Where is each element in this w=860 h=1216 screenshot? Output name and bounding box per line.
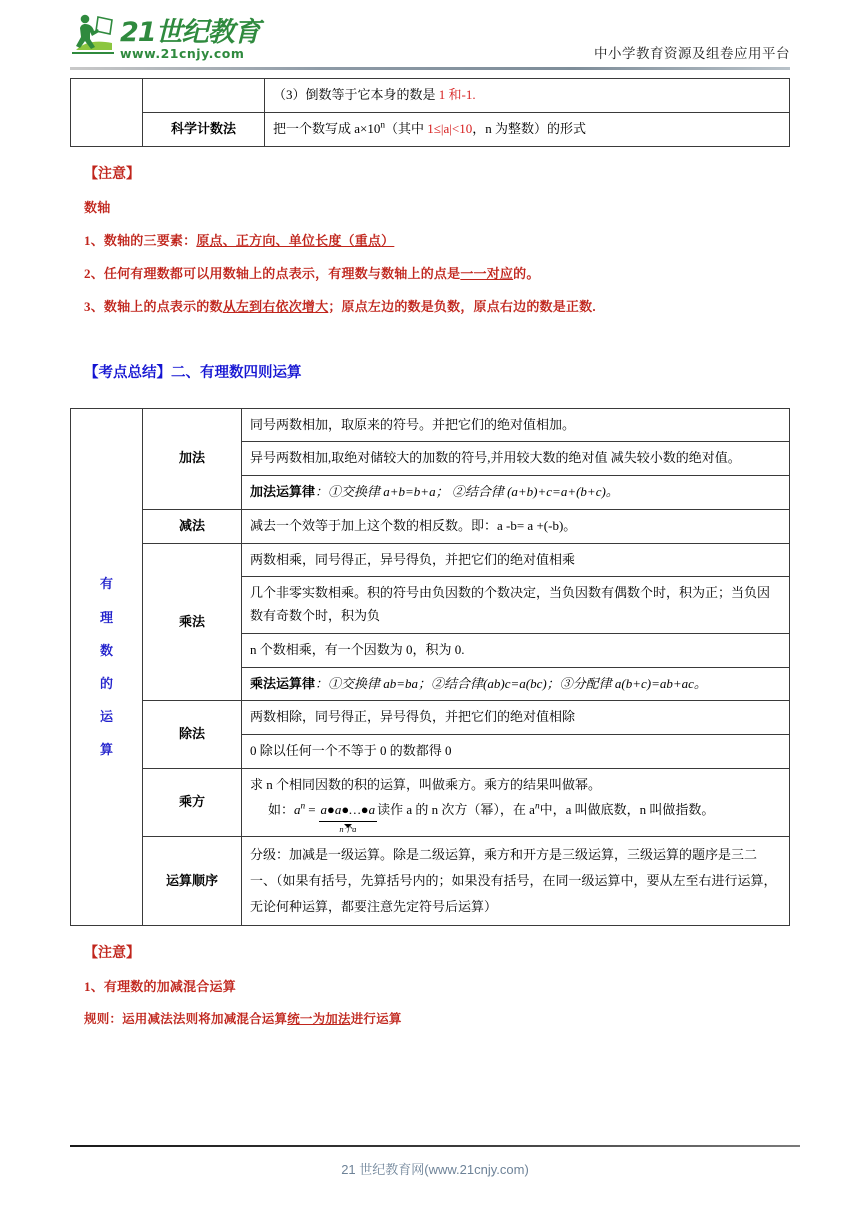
reciprocal-text: （3）倒数等于它本身的数是	[273, 87, 439, 102]
note2-line-2	[84, 1009, 790, 1027]
note1-line-0	[84, 197, 790, 216]
page-footer	[70, 1145, 800, 1178]
reciprocal-values: 1 和-1.	[438, 87, 476, 102]
table-row	[71, 701, 790, 735]
row-label-subtraction: 减法	[143, 509, 242, 543]
note2-line-2-prefix: 规则：运用减法法则将加减混合运算	[84, 1012, 288, 1027]
cell-division-rule-1: 两数相除，同号得正，异号得负，并把它们的绝对值相除	[242, 701, 790, 735]
top-table-label-scientific: 科学计数法	[143, 112, 265, 146]
top-table-vertical-cell	[71, 79, 143, 147]
cell-power-formula	[242, 797, 790, 837]
power-formula-underbrace	[319, 799, 378, 835]
header-tagline: 中小学教育资源及组卷应用平台	[594, 46, 790, 62]
cell-multiplication-laws	[242, 667, 790, 701]
vlabel-char-2: 数	[99, 642, 113, 658]
multiplication-laws-title: 乘法运算律	[250, 675, 316, 691]
logo-text	[120, 19, 260, 61]
note-heading-1: 【注意】	[84, 165, 140, 182]
cell-multiplication-rule-2: 几个非零实数相乘。积的符号由负因数的个数决定，当负因数有偶数个时，积为正；当负因数有奇数个时，积为负	[242, 577, 790, 634]
multiplication-laws-body: ：①交换律 ab=ba；②结合律(ab)c=a(bc)；③分配律 a(b+c)=ab+ac。	[315, 675, 707, 691]
table-row	[71, 509, 790, 543]
cell-subtraction-rule: 减去一个效等于加上这个数的相反数。即：a -b= a +(-b)。	[242, 509, 790, 543]
power-formula-brace-label: n个a	[339, 824, 357, 835]
note1-line-1-underline: 原点、正方向、单位长度（重点）	[196, 232, 395, 248]
table-row	[71, 837, 790, 926]
note1-line-3-suffix: ；原点左边的数是负数，原点右边的数是正数.	[328, 298, 596, 314]
power-formula-tail-exponent: n	[534, 801, 540, 812]
addition-laws-title: 加法运算律	[250, 484, 316, 499]
power-formula-expansion: a●a●…●a	[319, 799, 378, 823]
note1-line-1-prefix: 1、数轴的三要素：	[84, 232, 197, 248]
row-label-multiplication: 乘法	[143, 543, 242, 701]
power-formula-exponent: n	[300, 801, 306, 812]
logo-main-text: 21世纪教育	[120, 17, 260, 48]
note1-line-3-underline: 从左到右依次增大	[222, 298, 329, 314]
cell-addition-laws	[242, 476, 790, 510]
note2-line-2-suffix: 进行运算	[350, 1012, 402, 1027]
note1-line-2-suffix: 的。	[513, 265, 540, 281]
top-table-content-scientific	[265, 112, 790, 146]
table-row	[71, 408, 790, 442]
top-table	[70, 78, 790, 147]
cell-order-of-operations: 分级：加减是一级运算。除是二级运算，乘方和开方是三级运算，三级运算的题序是三二一、（如果有括号，先算括号内的；如果没有括号，在同一级运算中，要从左至右进行运算，无论何种运算，都要注意先定符号后运算）	[242, 837, 790, 926]
note1-line-2-prefix: 2、任何有理数都可以用数轴上的点表示，有理数与数轴上的点是	[84, 265, 461, 281]
table-row	[71, 768, 790, 796]
note1-line-3	[84, 296, 790, 315]
cell-addition-rule-2: 异号两数相加,取绝对储较大的加数的符号,并用较大数的绝对值 减失较小数的绝对值。	[242, 442, 790, 476]
row-label-addition: 加法	[143, 408, 242, 509]
power-formula-lead: 如：	[268, 801, 295, 817]
top-table-content-reciprocal	[265, 79, 790, 113]
vertical-label-rational-operations	[71, 408, 143, 926]
addition-laws-body: ：①交换律 a+b=b+a； ②结合律 (a+b)+c=a+(b+c)。	[315, 484, 619, 499]
spacer	[70, 382, 790, 408]
header-divider	[70, 67, 790, 70]
footer-divider	[70, 1145, 800, 1147]
page-header	[70, 0, 790, 72]
logo-url-text: www.21cnjy.com	[120, 46, 245, 61]
cell-multiplication-rule-3: n 个数相乘，有一个因数为 0，积为 0.	[242, 633, 790, 667]
vlabel-char-5: 算	[99, 742, 113, 758]
note2-line-1: 1、有理数的加减混合运算	[84, 979, 236, 995]
cell-power-definition: 求 n 个相同因数的积的运算，叫做乘方。乘方的结果叫做幂。	[242, 768, 790, 796]
scientific-exponent: n	[380, 120, 386, 131]
scientific-suffix: ，n 为整数）的形式	[472, 120, 587, 136]
footer-text: 21 世纪教育网(www.21cnjy.com)	[341, 1162, 529, 1177]
row-label-power: 乘方	[143, 768, 242, 837]
site-logo	[70, 12, 260, 61]
power-formula	[250, 801, 715, 835]
note1-line-2-underline: 一一对应	[460, 265, 514, 281]
scientific-prefix: 把一个数写成 a×10	[273, 120, 381, 136]
vlabel-char-4: 运	[99, 709, 113, 725]
top-table-label-empty	[143, 79, 265, 113]
note1-line-0-text: 数轴	[84, 199, 111, 215]
note1-line-2	[84, 263, 790, 282]
section-heading: 【考点总结】二、有理数四则运算	[84, 364, 302, 381]
scientific-mid: （其中	[385, 120, 428, 136]
scientific-range: 1≤|a|<10	[427, 120, 473, 136]
power-formula-tail-1: 读作 a 的 n 次方（幂），在 a	[377, 801, 535, 817]
note1-line-1	[84, 230, 790, 249]
vlabel-char-1: 理	[99, 609, 113, 625]
spacer	[70, 315, 790, 361]
row-label-order: 运算顺序	[143, 837, 242, 926]
vlabel-char-0: 有	[99, 576, 113, 592]
operations-table	[70, 408, 790, 927]
vlabel-char-3: 的	[99, 675, 113, 691]
row-label-division: 除法	[143, 701, 242, 769]
note-heading-2: 【注意】	[84, 945, 140, 962]
cell-division-rule-2: 0 除以任何一个不等于 0 的数都得 0	[242, 735, 790, 769]
power-formula-base: a	[294, 801, 301, 817]
note1-line-3-prefix: 3、数轴上的点表示的数	[84, 298, 223, 314]
note2-line-2-underline: 统一为加法	[287, 1012, 351, 1027]
table-row	[71, 543, 790, 577]
cell-multiplication-rule-1: 两数相乘，同号得正，异号得负，并把它们的绝对值相乘	[242, 543, 790, 577]
running-student-logo-icon	[70, 12, 116, 61]
power-formula-equals: =	[308, 801, 316, 817]
power-formula-tail-2: 中，a 叫做底数，n 叫做指数。	[539, 801, 715, 817]
table-row	[71, 112, 790, 146]
table-row	[71, 79, 790, 113]
cell-addition-rule-1: 同号两数相加，取原来的符号。并把它们的绝对值相加。	[242, 408, 790, 442]
